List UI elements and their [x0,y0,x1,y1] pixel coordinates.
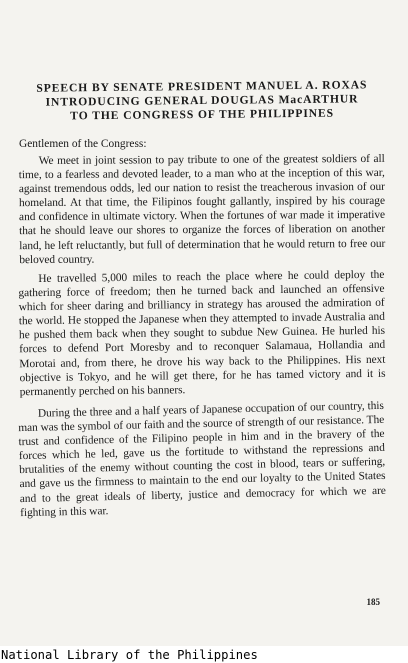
page-number: 185 [366,597,380,607]
title-line: TO THE CONGRESS OF THE PHILIPPINES [70,106,335,123]
source-credit: National Library of the Philippines [1,648,258,662]
salutation: Gentlemen of the Congress: [19,138,147,150]
speech-title [19,78,385,124]
title-line: SPEECH BY SENATE PRESIDENT MANUEL A. ROXAS [36,78,368,95]
paragraph: During the three and a half years of Japanese occupation of our country, this man was the symbol of our faith and the source of strength of our resistance. The trust and confidence of the Filipino people in him and in the bravery of the forces which he led, gave us the fortitude to withstand the repressions and brutalities of the enemy without counting the cost in blood, tears or suffering, and gave us the firmness to maintain to the end our loyalty to the United States and to the great ideals of liberty, justice and democracy for which we are fighting in this war. [18,399,386,519]
speech-body [19,80,385,519]
title-line: INTRODUCING GENERAL DOUGLAS MacARTHUR [45,92,359,109]
paragraph: We meet in joint session to pay tribute to one of the greatest soldiers of all time, to a fearless and devoted leader, to a man who at the inception of this war, against tremendous odds, led our nation to resist the treacherous invasion of our homeland. At that time, the Filipinos fought gallantly, inspired by his courage and confidence in ultimate victory. When the fortunes of war made it imperative that he should leave our shores to organize the forces of liberation on another land, he left reluctantly, but full of determination that he would return to free our beloved country. [18,152,386,266]
paragraph: He travelled 5,000 miles to reach the place where he could deploy the gathering force of freedom; then he turned back and launched an offensive which for sheer daring and brilliancy in strategy has aroused the admiration of the world. He stopped the Japanese when they attempted to invade Australia and he pushed them back when they sought to subdue New Guinea. He hurled his forces to defend Port Moresby and to reconquer Salamaua, Hollandia and Morotai and, from there, he drove his way back to the Philippines. His next objective is Tokyo, and he will get there, for he has tamed victory and it is permanently perched on his banners. [18,268,386,398]
